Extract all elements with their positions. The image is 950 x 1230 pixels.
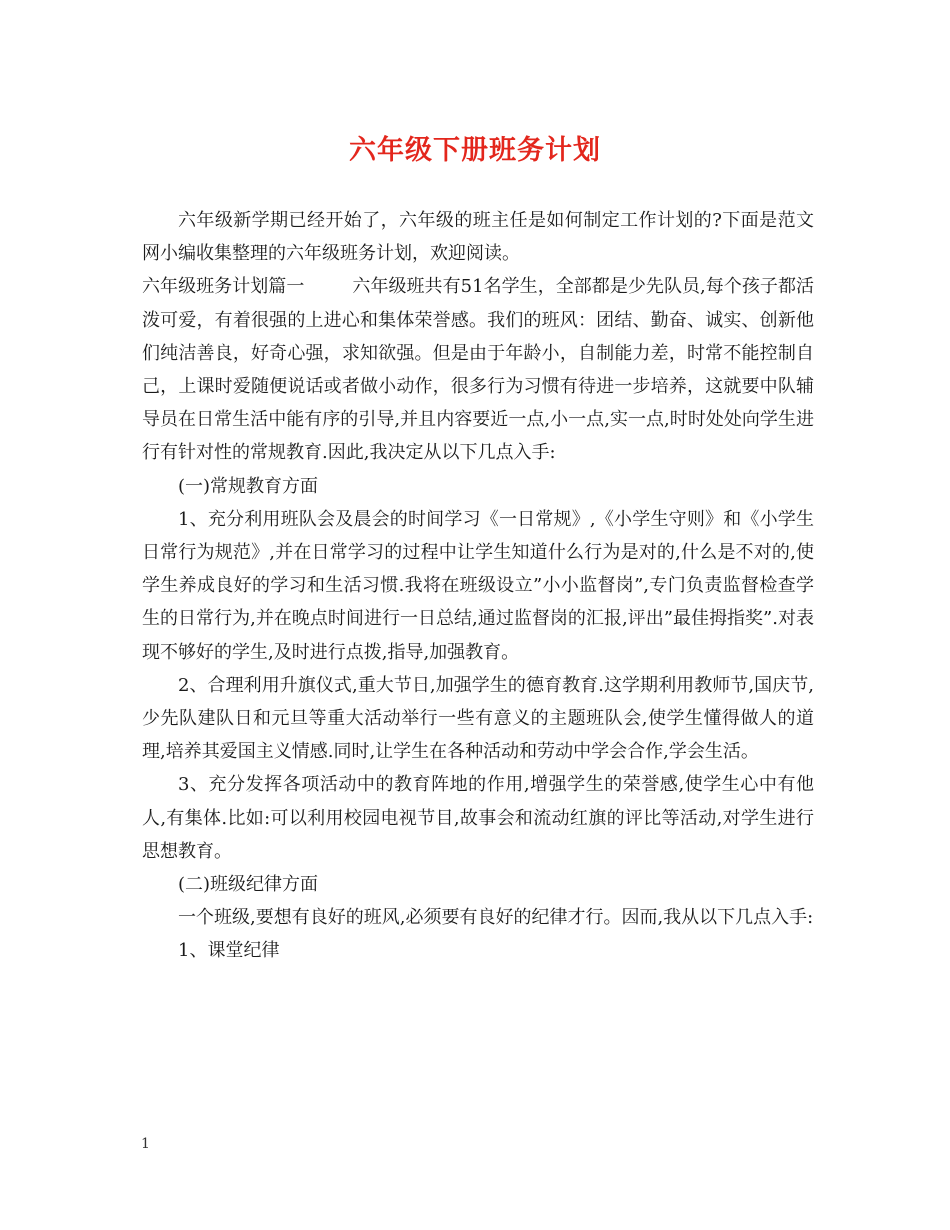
subheading-class-discipline: 1、课堂纪律 <box>178 940 280 962</box>
list-item-2: 2、合理利用升旗仪式,重大节日,加强学生的德育教育.这学期利用教师节,国庆节,少先队建队日和元旦等重大活动举行一些有意义的主题班队会,使学生懂得做人的道理,培养其爱国主义情感.同时,让学生在各种活动和劳动中学会合作,学会生活。 <box>142 674 814 763</box>
document-title: 六年级下册班务计划 <box>349 135 601 166</box>
section-heading-discipline: (二)班级纪律方面 <box>178 874 319 896</box>
section-heading-routine: (一)常规教育方面 <box>178 475 319 497</box>
part-one-paragraph <box>142 270 814 469</box>
discipline-paragraph: 一个班级,要想有良好的班风,必须要有良好的纪律才行。因而,我从以下几点入手: <box>178 907 814 929</box>
part-label: 六年级班务计划篇一 <box>142 276 305 298</box>
part-text: 六年级班共有51名学生，全部都是少先队员,每个孩子都活泼可爱，有着很强的上进心和集体荣誉感。我们的班风：团结、勤奋、诚实、创新他们纯洁善良，好奇心强，求知欲强。但是由于年龄小，自制能力差，时常不能控制自己，上课时爱随便说话或者做小动作，很多行为习惯有待进一步培养，这就要中队辅导员在日常生活中能有序的引导,并且内容要近一点,小一点,实一点,时时处处向学生进行有针对性的常规教育.因此,我决定从以下几点入手: <box>142 276 815 464</box>
intro-paragraph: 六年级新学期已经开始了，六年级的班主任是如何制定工作计划的?下面是范文网小编收集整理的六年级班务计划，欢迎阅读。 <box>142 210 814 265</box>
document-body <box>142 204 814 968</box>
page-number: 1 <box>141 1136 150 1152</box>
list-item-3: 3、充分发挥各项活动中的教育阵地的作用,增强学生的荣誉感,使学生心中有他人,有集体.比如:可以利用校园电视节目,故事会和流动红旗的评比等活动,对学生进行思想教育。 <box>142 774 814 862</box>
list-item-1: 1、充分利用班队会及晨会的时间学习《一日常规》,《小学生守则》和《小学生日常行为规范》,并在日常学习的过程中让学生知道什么行为是对的,什么是不对的,使学生养成良好的学习和生活习惯.我将在班级设立”小小监督岗”,专门负责监督检查学生的日常行为,并在晚点时间进行一日总结,通过监督岗的汇报,评出”最佳拇指奖”.对表现不够好的学生,及时进行点拨,指导,加强教育。 <box>142 508 814 663</box>
